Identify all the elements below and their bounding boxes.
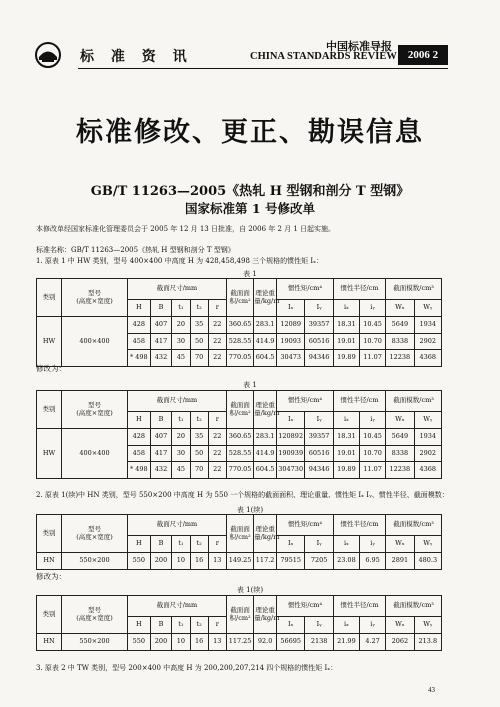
header-col: B (150, 412, 172, 429)
cell: 30 (172, 333, 190, 350)
table-1-cont-revised (36, 595, 442, 651)
header-area: 截面面积/cm² (226, 279, 253, 317)
standard-title: GB/T 11263—2005《热轧 H 型钢和剖分 T 型钢》 (90, 184, 410, 199)
cell: 10 (172, 634, 190, 651)
header-col: t₁ (172, 536, 190, 553)
header-col: t₂ (190, 412, 208, 429)
cell: 120892 (276, 429, 304, 446)
cell: 12238 (386, 350, 414, 367)
cell: 417 (150, 333, 172, 350)
header-col: Iᵧ (305, 617, 333, 634)
header-rule (78, 68, 448, 69)
header-col: iᵧ (359, 617, 385, 634)
cell: 528.55 (226, 333, 253, 350)
header-col: Wᵧ (414, 412, 441, 429)
item-1-text: 1. 原表 1 中 HW 类别，型号 400×400 中高度 H 为 428,458,498 三个规格的惯性矩 Iₓ： (36, 257, 324, 265)
cell: 414.9 (254, 445, 277, 462)
header-col: iₓ (333, 300, 359, 317)
cell: 458 (127, 445, 150, 462)
header-col: Wᵧ (414, 536, 441, 553)
cell: 11.07 (359, 462, 385, 479)
header-col: Iᵧ (305, 412, 333, 429)
cell: 45 (172, 350, 190, 367)
cell: 39357 (305, 317, 333, 334)
table-1-cont-caption: 表 1(续) (236, 506, 264, 514)
cell: 10.70 (359, 333, 385, 350)
table-row (37, 317, 442, 334)
header-col: r (208, 300, 226, 317)
header-col: Iₓ (276, 412, 304, 429)
cell-model: 550×200 (62, 553, 128, 570)
magazine-name-en: CHINA STANDARDS REVIEW (250, 51, 397, 62)
header-modulus: 截面模数/cm³ (386, 279, 442, 300)
cell: 56695 (276, 634, 304, 651)
cell: 19.01 (333, 333, 359, 350)
header-weight: 理论重量/kg/m (254, 279, 277, 317)
cell: 407 (150, 317, 172, 334)
cell: 20 (172, 429, 190, 446)
cell: 428 (127, 317, 150, 334)
header-modulus: 截面模数/cm³ (386, 515, 442, 536)
header-weight: 理论重量/kg/m (254, 391, 277, 429)
header-weight: 理论重量/kg/m (254, 515, 277, 553)
cell: 8338 (386, 445, 414, 462)
cell: * 498 (127, 462, 150, 479)
item-2-text: 2. 原表 1(续)中 HN 类别，型号 550×200 中高度 H 为 550 一个规格的截面面积、理论重量、惯性矩 Iₓ Iᵧ、惯性半径、截面模数： (36, 491, 449, 499)
table-row (37, 634, 442, 651)
cell: 200 (150, 553, 172, 570)
header-section-size: 截面尺寸/mm (127, 279, 226, 300)
header-col: Wᵧ (414, 300, 441, 317)
header-col: Wₓ (386, 412, 414, 429)
cell: 19.89 (333, 350, 359, 367)
header-col: t₂ (190, 617, 208, 634)
header-col: Iₓ (276, 300, 304, 317)
header-col: H (127, 412, 150, 429)
cell: 5649 (386, 317, 414, 334)
cell: 480.3 (414, 553, 441, 570)
page-title: 标准修改、更正、勘误信息 (76, 117, 424, 148)
cell: 10.45 (359, 429, 385, 446)
cell: 414.9 (254, 333, 277, 350)
cell: 304730 (276, 462, 304, 479)
header-col: Wₓ (386, 536, 414, 553)
cell: 35 (190, 429, 208, 446)
header-col: Wₓ (386, 617, 414, 634)
header-col: t₁ (172, 412, 190, 429)
cell: 360.65 (226, 429, 253, 446)
cell: 70 (190, 350, 208, 367)
cell: 22 (208, 317, 226, 334)
header-col: B (150, 617, 172, 634)
amendment-subtitle: 国家标准第 1 号修改单 (185, 201, 315, 216)
cell: 19.89 (333, 462, 359, 479)
cell: 16 (190, 553, 208, 570)
cell: 4368 (414, 462, 441, 479)
cell: 39357 (305, 429, 333, 446)
cell-category: HW (37, 317, 62, 367)
cell: 2138 (305, 634, 333, 651)
cell: 10.45 (359, 317, 385, 334)
standard-name-line: 标准名称：GB/T 11263—2005《热轧 H 型钢和剖分 T 型钢》 (36, 246, 235, 254)
header-section-size: 截面尺寸/mm (127, 596, 226, 617)
cell: 22 (208, 333, 226, 350)
header-col: H (127, 536, 150, 553)
cell: 550 (127, 634, 150, 651)
cell: 19.01 (333, 445, 359, 462)
cell: 94346 (305, 350, 333, 367)
cell: 428 (127, 429, 150, 446)
header-col: r (208, 617, 226, 634)
header-category: 类别 (37, 515, 62, 553)
cell: 360.65 (226, 317, 253, 334)
header-col: Wᵧ (414, 617, 441, 634)
cell: 30 (172, 445, 190, 462)
header-moment: 惯性矩/cm⁴ (276, 515, 333, 536)
cell: 2902 (414, 333, 441, 350)
cell: 117.25 (226, 634, 253, 651)
cell: 23.08 (333, 553, 359, 570)
table-row (37, 429, 442, 446)
cell: 10 (172, 553, 190, 570)
header-col: iₓ (333, 536, 359, 553)
header-col: iₓ (333, 617, 359, 634)
cell: 60516 (305, 445, 333, 462)
header-col: Iₓ (276, 536, 304, 553)
header-model: 型号 (高度×宽度) (62, 596, 128, 634)
cell: 6.95 (359, 553, 385, 570)
header-section-size: 截面尺寸/mm (127, 391, 226, 412)
header-col: B (150, 536, 172, 553)
table-1-revised (36, 390, 442, 479)
cell: 94346 (305, 462, 333, 479)
header-col: B (150, 300, 172, 317)
cell: 13 (208, 634, 226, 651)
header-model: 型号 (高度×宽度) (62, 391, 128, 429)
cell: 50 (190, 333, 208, 350)
cell: 5649 (386, 429, 414, 446)
cell: 4368 (414, 350, 441, 367)
header-moment: 惯性矩/cm⁴ (276, 596, 333, 617)
cell: 21.99 (333, 634, 359, 651)
header-radius: 惯性半径/cm (333, 515, 385, 536)
cell: 22 (208, 462, 226, 479)
cell: 2902 (414, 445, 441, 462)
table-1-cont-original (36, 514, 442, 570)
header-col: t₂ (190, 536, 208, 553)
cell-model: 400×400 (62, 317, 128, 367)
page-number: 43 (428, 686, 435, 694)
section-brand: 标 准 资 讯 (80, 49, 193, 65)
header-col: iᵧ (359, 412, 385, 429)
cell: 4.27 (359, 634, 385, 651)
header-area: 截面面积/cm² (226, 391, 253, 429)
cell: 7205 (305, 553, 333, 570)
cell: 432 (150, 350, 172, 367)
header-col: Iₓ (276, 617, 304, 634)
table-1-original (36, 278, 442, 367)
cell: 550 (127, 553, 150, 570)
issue-badge: 2006 2 (398, 45, 448, 65)
header-moment: 惯性矩/cm⁴ (276, 391, 333, 412)
cell: 1934 (414, 429, 441, 446)
cell: 12238 (386, 462, 414, 479)
cell: 12089 (276, 317, 304, 334)
cell: 117.2 (254, 553, 277, 570)
table-1-cont-revised-caption: 表 1(续) (236, 586, 264, 594)
cell: 45 (172, 462, 190, 479)
cell: * 498 (127, 350, 150, 367)
cell-model: 550×200 (62, 634, 128, 651)
cell: 528.55 (226, 445, 253, 462)
changed-to-label-2: 修改为： (36, 572, 66, 581)
cell: 70 (190, 462, 208, 479)
header-category: 类别 (37, 279, 62, 317)
header-col: Iᵧ (305, 300, 333, 317)
magazine-name-cn: 中国标准导报 (326, 40, 392, 53)
header-col: t₂ (190, 300, 208, 317)
cell: 213.8 (414, 634, 441, 651)
cell: 60516 (305, 333, 333, 350)
header-radius: 惯性半径/cm (333, 391, 385, 412)
header-col: H (127, 300, 150, 317)
cell-model: 400×400 (62, 429, 128, 479)
header-weight: 理论重量/kg/m (254, 596, 277, 634)
cell: 92.0 (254, 634, 277, 651)
header-area: 截面面积/cm² (226, 596, 253, 634)
cell: 30473 (276, 350, 304, 367)
cell: 22 (208, 445, 226, 462)
header-col: H (127, 617, 150, 634)
cell: 22 (208, 429, 226, 446)
header-col: Iᵧ (305, 536, 333, 553)
header-col: iᵧ (359, 300, 385, 317)
table-1-revised-caption: 表 1 (243, 381, 257, 389)
approval-text: 本修改单经国家标准化管理委员会于 2005 年 12 月 13 日批准，自 2006 年 2 月 1 日起实施。 (36, 225, 336, 233)
cell: 604.5 (254, 350, 277, 367)
header-category: 类别 (37, 391, 62, 429)
cell: 1934 (414, 317, 441, 334)
cell: 20 (172, 317, 190, 334)
cell: 149.25 (226, 553, 253, 570)
cell: 13 (208, 553, 226, 570)
header-col: t₁ (172, 617, 190, 634)
cell: 283.1 (254, 317, 277, 334)
cell: 407 (150, 429, 172, 446)
cell: 18.31 (333, 429, 359, 446)
header-model: 型号 (高度×宽度) (62, 279, 128, 317)
logo-icon (35, 42, 61, 68)
header-col: Wₓ (386, 300, 414, 317)
cell: 19093 (276, 333, 304, 350)
cell-category: HN (37, 553, 62, 570)
header-moment: 惯性矩/cm⁴ (276, 279, 333, 300)
cell-category: HN (37, 634, 62, 651)
cell: 11.07 (359, 350, 385, 367)
cell: 417 (150, 445, 172, 462)
cell: 35 (190, 317, 208, 334)
header-col: r (208, 536, 226, 553)
cell: 458 (127, 333, 150, 350)
cell: 8338 (386, 333, 414, 350)
cell: 22 (208, 350, 226, 367)
cell: 604.5 (254, 462, 277, 479)
table-1-caption: 表 1 (243, 270, 257, 278)
header-col: iᵧ (359, 536, 385, 553)
header-modulus: 截面模数/cm³ (386, 391, 442, 412)
cell: 190939 (276, 445, 304, 462)
item-3-text: 3. 原表 2 中 TW 类别，型号 200×400 中高度 H 为 200,200,207,214 四个规格的惯性矩 Iₓ： (36, 664, 338, 672)
table-row (37, 553, 442, 570)
header-area: 截面面积/cm² (226, 515, 253, 553)
cell: 770.05 (226, 350, 253, 367)
header-col: r (208, 412, 226, 429)
cell: 283.1 (254, 429, 277, 446)
header-col: iₓ (333, 412, 359, 429)
cell: 16 (190, 634, 208, 651)
cell: 2062 (386, 634, 414, 651)
cell-category: HW (37, 429, 62, 479)
header-section-size: 截面尺寸/mm (127, 515, 226, 536)
cell: 770.05 (226, 462, 253, 479)
header-radius: 惯性半径/cm (333, 596, 385, 617)
cell: 200 (150, 634, 172, 651)
cell: 432 (150, 462, 172, 479)
header-model: 型号 (高度×宽度) (62, 515, 128, 553)
cell: 79515 (276, 553, 304, 570)
changed-to-label-1: 修改为： (36, 364, 66, 373)
header-category: 类别 (37, 596, 62, 634)
cell: 10.70 (359, 445, 385, 462)
header-radius: 惯性半径/cm (333, 279, 385, 300)
cell: 2891 (386, 553, 414, 570)
cell: 18.31 (333, 317, 359, 334)
header-col: t₁ (172, 300, 190, 317)
cell: 50 (190, 445, 208, 462)
header-modulus: 截面模数/cm³ (386, 596, 442, 617)
